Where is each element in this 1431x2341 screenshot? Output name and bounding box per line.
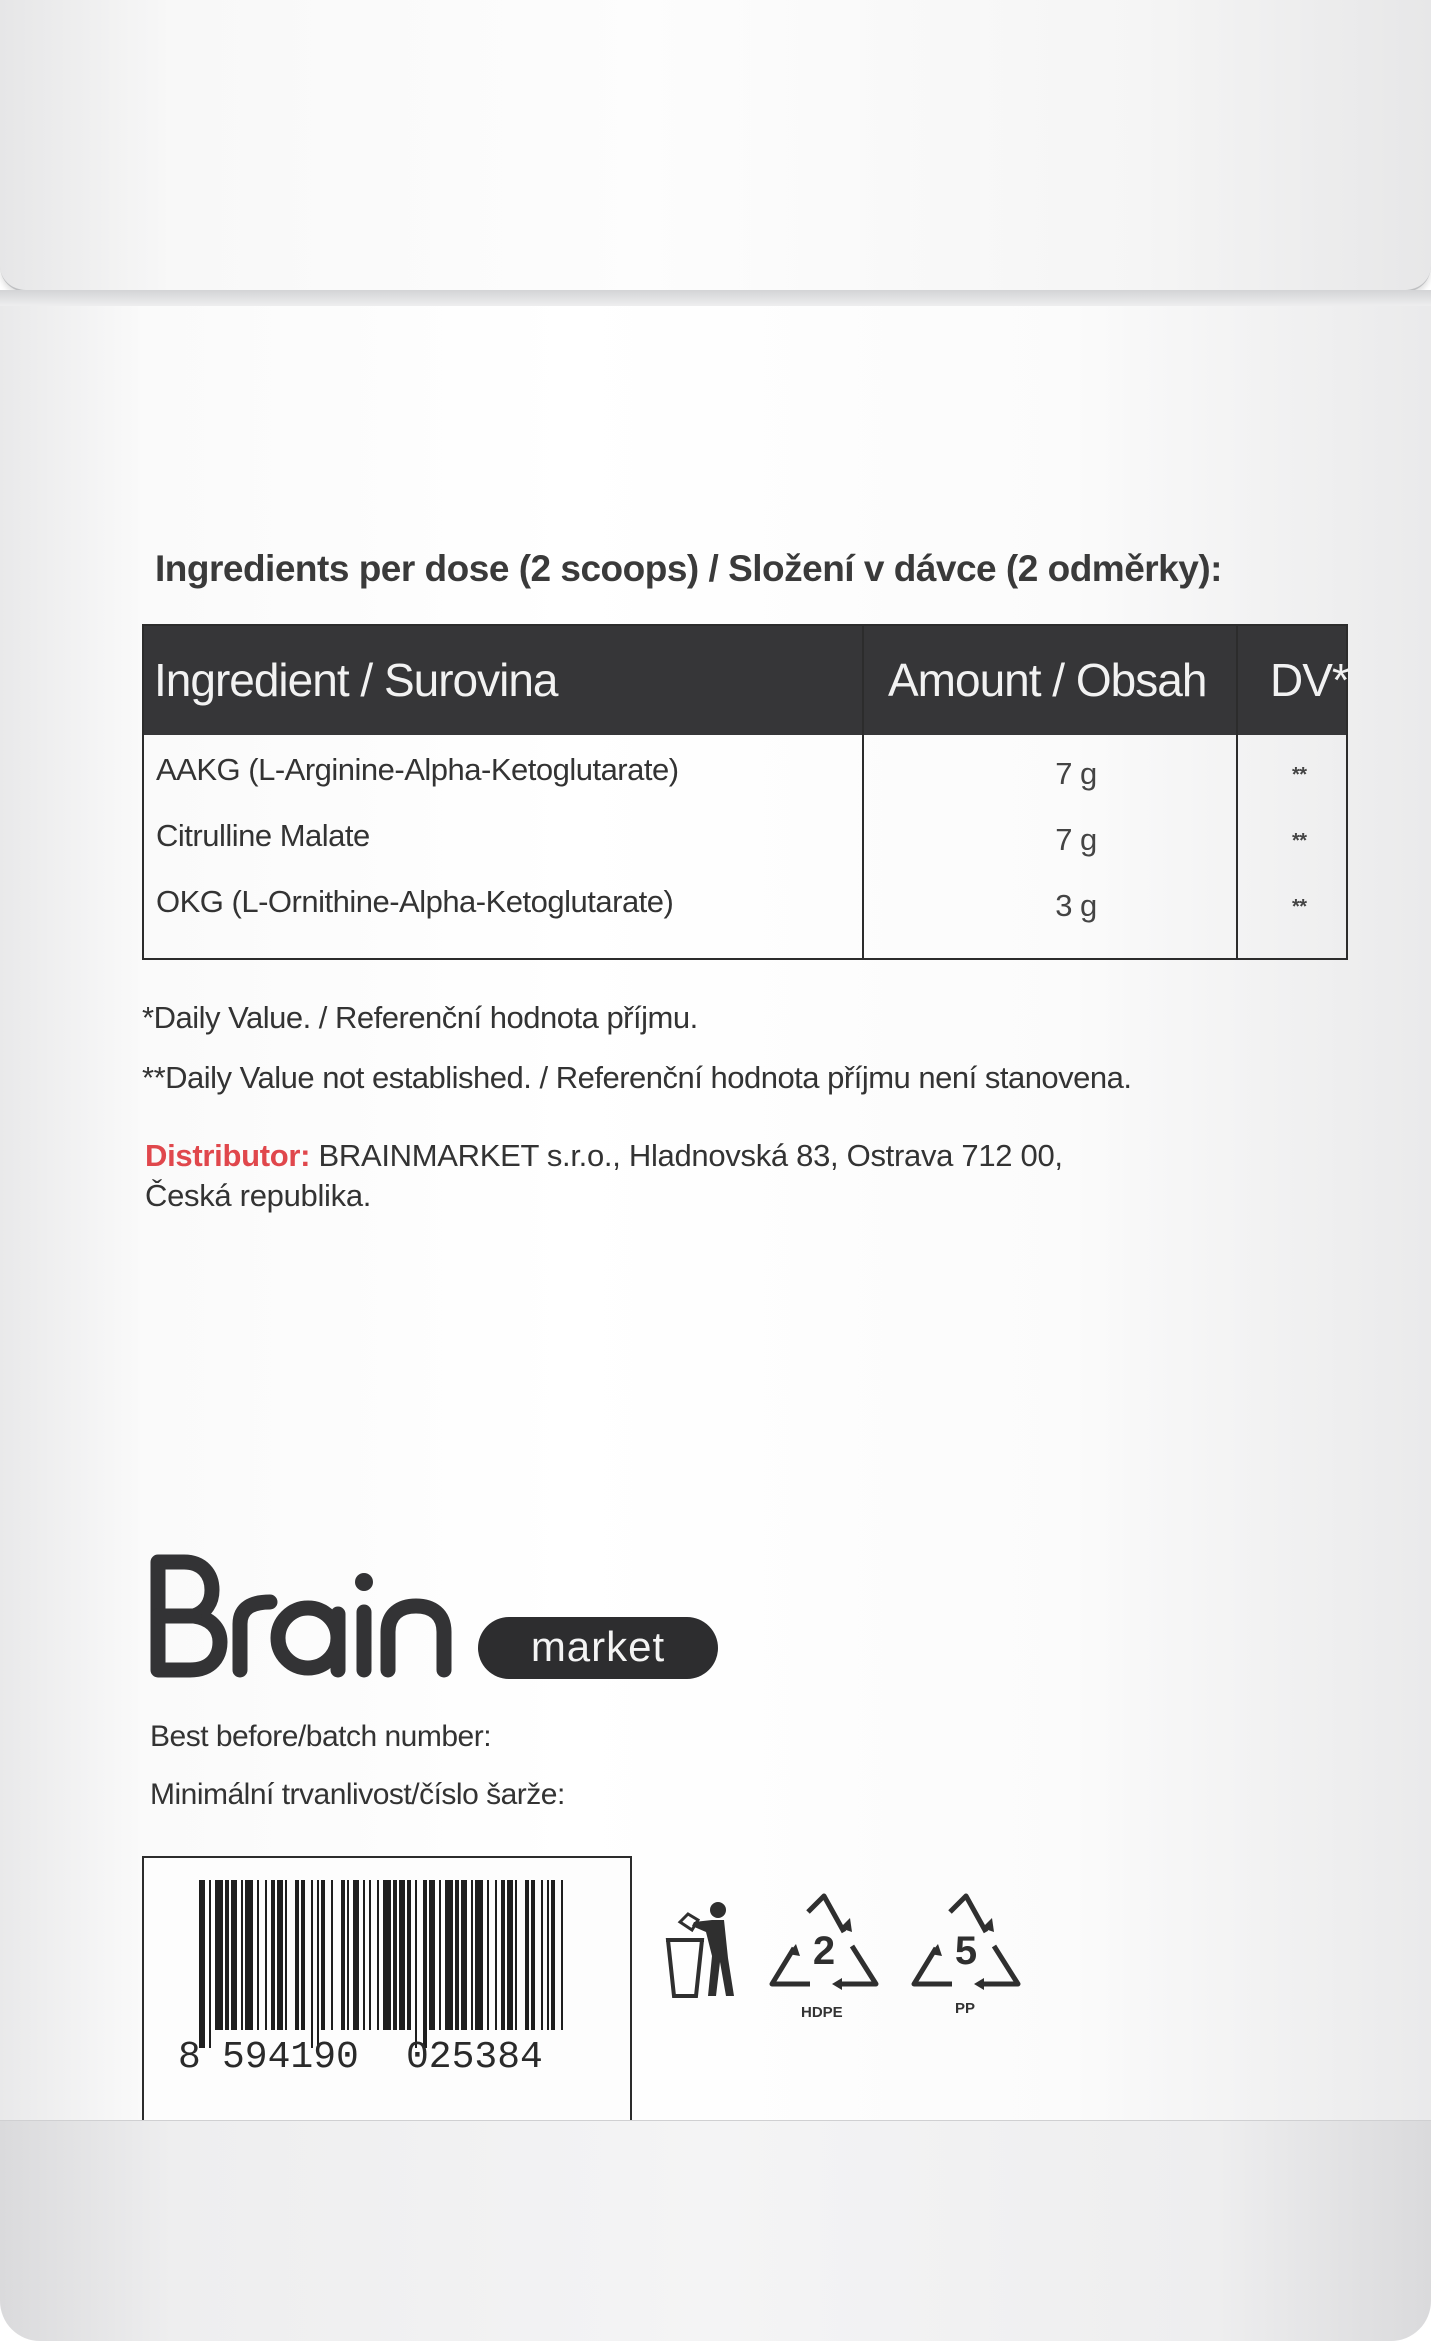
ingredients-heading: Ingredients per dose (2 scoops) / Složení v dávce (2 odměrky): — [155, 548, 1222, 589]
barcode-bar — [415, 1880, 417, 2048]
ingredients-table — [142, 624, 1348, 960]
barcode-bar — [225, 1880, 229, 2030]
barcode-bar — [241, 1880, 243, 2030]
ingredient-amount: 7 g — [1055, 822, 1097, 857]
barcode-right-group: 025384 — [406, 2036, 543, 2079]
barcode-bar — [277, 1880, 283, 2030]
barcode-bar — [547, 1880, 549, 2030]
barcode-bar — [271, 1880, 275, 2030]
barcode-bar — [321, 1880, 325, 2030]
distributor-address: BRAINMARKET s.r.o., Hladnovská 83, Ostrava 712 00, — [310, 1138, 1063, 1173]
header-dv: DV* — [1270, 654, 1349, 706]
market-pill — [478, 1617, 718, 1679]
recycling-pp-icon — [902, 1892, 1030, 2002]
pp-number: 5 — [954, 1929, 978, 1973]
barcode-bar — [311, 1880, 313, 2048]
brain-wordmark — [148, 1552, 468, 1682]
barcode-bar — [341, 1880, 345, 2030]
distributor-info — [145, 1136, 1145, 1216]
barcode-first-digit: 8 — [178, 2036, 201, 2079]
barcode-bar — [407, 1880, 411, 2030]
barcode-bar — [353, 1880, 359, 2030]
barcode-bar — [245, 1880, 253, 2030]
barcode-bar — [501, 1880, 505, 2030]
barcode — [142, 1856, 632, 2120]
container-lid — [0, 0, 1431, 292]
barcode-bar — [507, 1880, 513, 2030]
barcode-bar — [561, 1880, 563, 2030]
barcode-bar — [399, 1880, 405, 2030]
barcode-bar — [445, 1880, 453, 2030]
barcode-bar — [475, 1880, 483, 2030]
barcode-bar — [515, 1880, 517, 2030]
barcode-bar — [209, 1880, 211, 2048]
lid-rim — [0, 290, 1431, 306]
barcode-bar — [487, 1880, 489, 2030]
barcode-bar — [377, 1880, 379, 2030]
tidyman-disposal-icon — [662, 1900, 742, 2000]
barcode-bar — [455, 1880, 459, 2030]
container-base — [0, 2120, 1431, 2341]
barcode-bar — [423, 1880, 427, 2048]
ingredient-name: OKG (L-Ornithine-Alpha-Ketoglutarate) — [156, 884, 674, 919]
barcode-bar — [393, 1880, 397, 2030]
barcode-bar — [331, 1880, 333, 2030]
ingredient-name: AAKG (L-Arginine-Alpha-Ketoglutarate) — [156, 752, 679, 787]
barcode-bar — [531, 1880, 535, 2030]
table-row — [144, 752, 1346, 818]
barcode-bar — [285, 1880, 287, 2030]
ingredient-name: Citrulline Malate — [156, 818, 370, 853]
barcode-bar — [199, 1880, 205, 2048]
barcode-bar — [551, 1880, 555, 2030]
barcode-bar — [439, 1880, 441, 2030]
daily-value-not-established-note: **Daily Value not established. / Referenční hodnota příjmu není stanovena. — [142, 1060, 1132, 1095]
barcode-bar — [257, 1880, 259, 2030]
distributor-country: Česká republika. — [145, 1178, 372, 1213]
barcode-bar — [541, 1880, 543, 2030]
barcode-bar — [231, 1880, 237, 2030]
ingredient-dv: ** — [1292, 830, 1307, 852]
table-header — [144, 626, 1349, 735]
batch-number-label: Minimální trvanlivost/číslo šarže: — [150, 1778, 565, 1811]
barcode-bar — [347, 1880, 349, 2030]
ingredient-amount: 7 g — [1055, 756, 1097, 791]
barcode-bars — [199, 1880, 579, 2048]
barcode-bar — [265, 1880, 267, 2030]
header-amount: Amount / Obsah — [888, 654, 1207, 706]
barcode-bar — [471, 1880, 473, 2030]
header-ingredient: Ingredient / Surovina — [154, 654, 558, 706]
hdpe-number: 2 — [812, 1929, 836, 1973]
market-label: market — [530, 1623, 666, 1670]
pp-label: PP — [955, 2000, 976, 2017]
distributor-label: Distributor: — [145, 1138, 311, 1173]
table-row — [144, 818, 1346, 884]
barcode-bar — [295, 1880, 299, 2030]
barcode-bar — [215, 1880, 223, 2030]
barcode-bar — [495, 1880, 497, 2030]
ingredient-dv: ** — [1292, 896, 1307, 918]
best-before-label: Best before/batch number: — [150, 1720, 492, 1753]
barcode-bar — [461, 1880, 467, 2030]
barcode-bar — [363, 1880, 365, 2030]
table-row — [144, 884, 1346, 950]
barcode-bar — [429, 1880, 435, 2030]
hdpe-label: HDPE — [801, 2004, 843, 2021]
recycling-hdpe-icon — [760, 1892, 888, 2002]
barcode-left-group: 594190 — [222, 2036, 359, 2079]
daily-value-note: *Daily Value. / Referenční hodnota příjmu. — [142, 1000, 698, 1035]
brainmarket-logo — [148, 1552, 728, 1682]
barcode-bar — [383, 1880, 391, 2030]
ingredient-amount: 3 g — [1055, 888, 1097, 923]
barcode-bar — [369, 1880, 371, 2030]
ingredient-dv: ** — [1292, 764, 1307, 786]
barcode-bar — [525, 1880, 529, 2030]
barcode-bar — [301, 1880, 305, 2030]
barcode-bar — [317, 1880, 319, 2048]
